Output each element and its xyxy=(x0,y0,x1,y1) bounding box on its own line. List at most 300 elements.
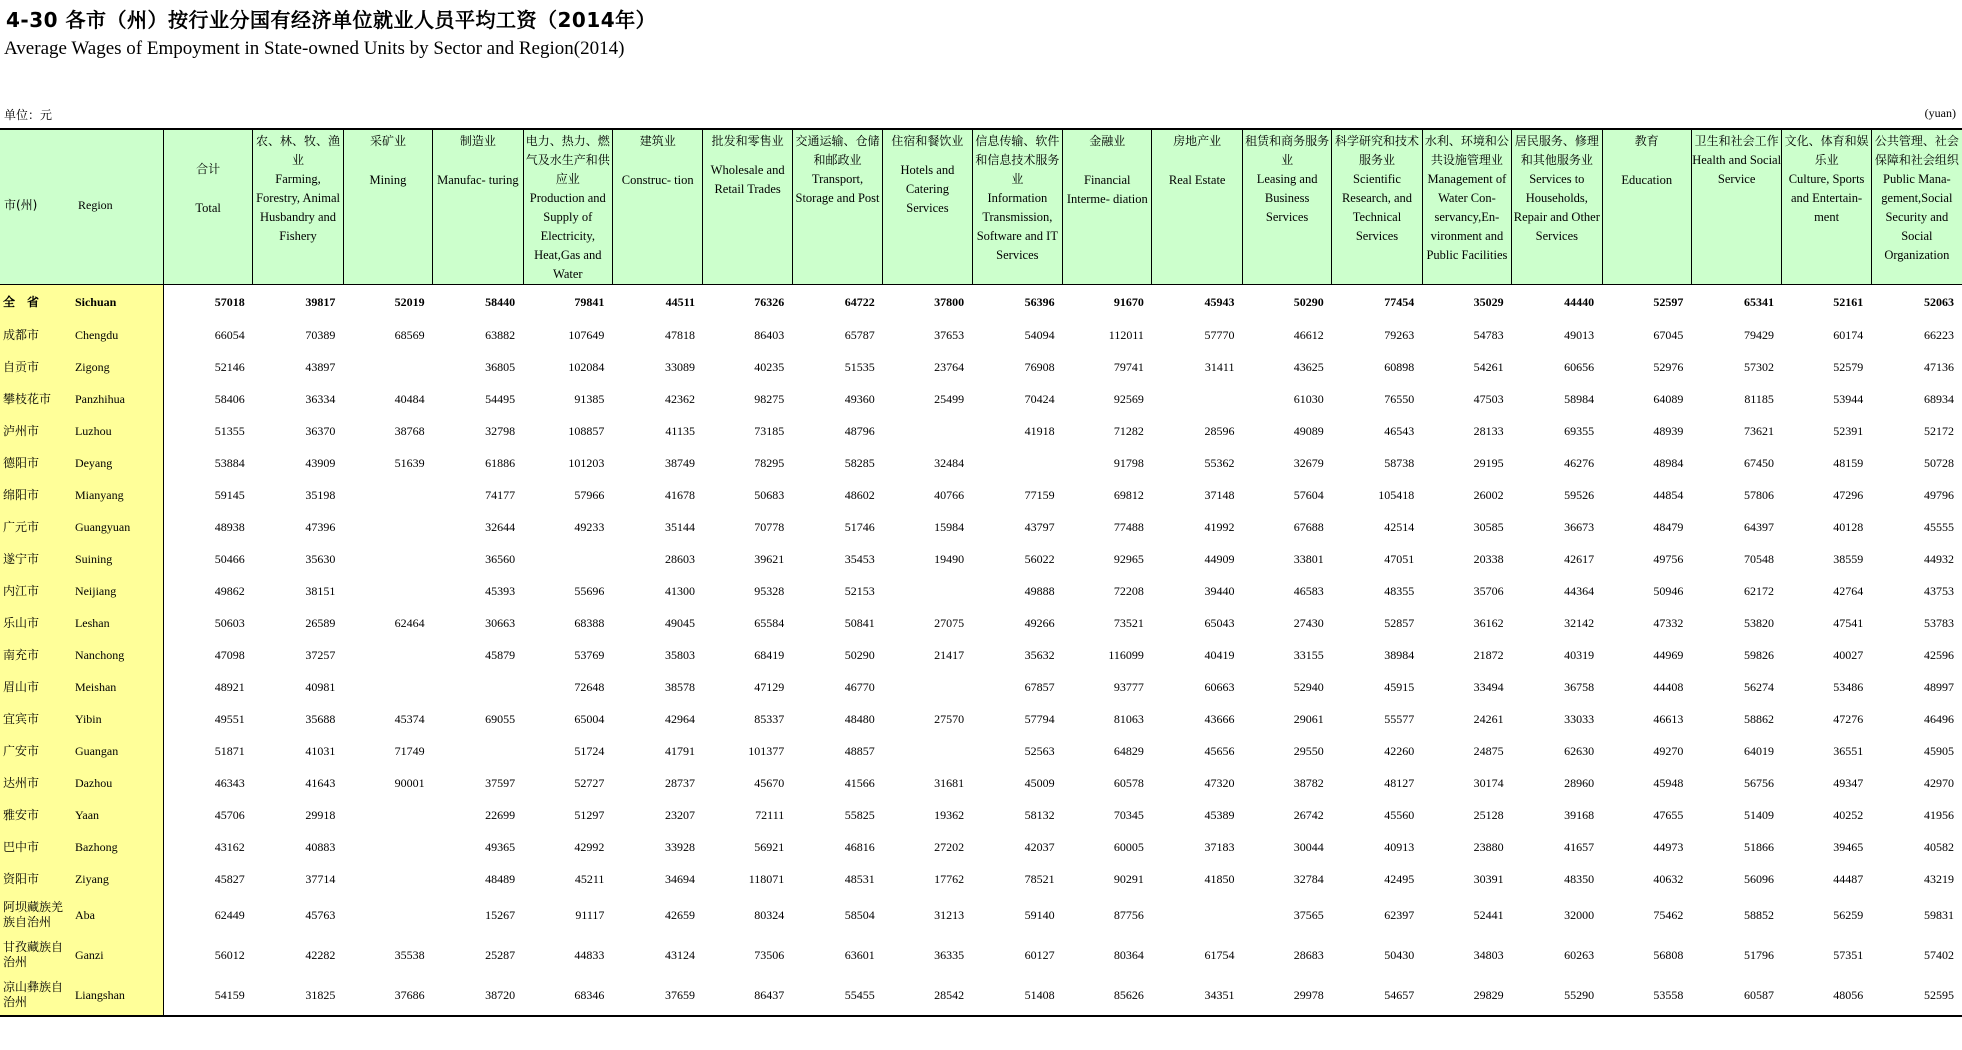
wage-cell: 41992 xyxy=(1204,519,1235,534)
column-header-en: Management of Water Con- servancy,En- vironment and Public Facilities xyxy=(1426,172,1508,262)
wage-cell: 49365 xyxy=(485,839,516,854)
region-name-cn: 泸州市 xyxy=(0,415,73,447)
wage-cell: 45943 xyxy=(1204,294,1235,309)
wage-cell: 62630 xyxy=(1564,743,1595,758)
wage-cell: 70389 xyxy=(305,327,336,342)
wage-cell: 91670 xyxy=(1113,294,1144,309)
wage-cell: 57966 xyxy=(574,487,605,502)
wage-cell: 81185 xyxy=(1744,391,1774,406)
column-header xyxy=(523,129,612,285)
region-name-cn: 巴中市 xyxy=(0,831,73,863)
wage-cell: 36560 xyxy=(485,551,516,566)
wage-cell: 46613 xyxy=(1653,711,1684,726)
wage-cell: 42596 xyxy=(1924,647,1954,662)
table-row xyxy=(0,799,1962,831)
wage-cell: 50290 xyxy=(1293,294,1324,309)
region-name-cn: 乐山市 xyxy=(0,607,73,639)
wage-cell: 27202 xyxy=(934,839,965,854)
wage-cell: 56096 xyxy=(1743,871,1774,886)
column-header-cn: 水利、环境和公共设施管理业 xyxy=(1424,134,1509,167)
wage-cell: 38749 xyxy=(664,455,695,470)
wage-cell xyxy=(343,799,432,831)
wage-cell: 26742 xyxy=(1293,807,1324,822)
column-header-cn: 住宿和餐饮业 xyxy=(891,134,964,148)
wage-cell: 101203 xyxy=(568,455,605,470)
wage-cell: 28683 xyxy=(1293,947,1324,962)
wage-cell: 73506 xyxy=(754,947,785,962)
wage-cell: 53884 xyxy=(163,447,252,479)
wage-cell: 25499 xyxy=(934,391,965,406)
wage-cell: 23207 xyxy=(664,807,695,822)
column-header xyxy=(163,129,252,285)
wage-cell: 42514 xyxy=(1384,519,1415,534)
column-header-cn: 合计 xyxy=(196,162,221,176)
wage-cell: 42617 xyxy=(1564,551,1595,566)
region-name-cn: 雅安市 xyxy=(0,799,73,831)
wage-cell: 36335 xyxy=(934,947,965,962)
wage-cell: 56012 xyxy=(163,935,252,975)
wage-cell: 68934 xyxy=(1924,391,1954,406)
wage-cell xyxy=(343,895,432,935)
wage-cell: 86403 xyxy=(754,327,785,342)
region-name-cn: 宜宾市 xyxy=(0,703,73,735)
column-header-en: Education xyxy=(1621,173,1673,187)
wage-cell: 39168 xyxy=(1564,807,1595,822)
wage-cell: 86437 xyxy=(703,975,792,1016)
wage-cell: 59140 xyxy=(1024,907,1055,922)
wage-cell: 19490 xyxy=(934,551,965,566)
wage-cell: 41135 xyxy=(665,423,695,438)
wage-cell: 58285 xyxy=(844,455,875,470)
wage-cell: 64829 xyxy=(1113,743,1144,758)
region-name-en: Yibin xyxy=(73,703,164,735)
wage-cell: 78295 xyxy=(754,455,785,470)
region-name-en: Aba xyxy=(73,895,164,935)
column-header xyxy=(343,129,432,285)
wage-cell: 57770 xyxy=(1204,327,1235,342)
wage-cell xyxy=(972,447,1063,479)
wage-cell: 71749 xyxy=(394,743,425,758)
wage-cell: 48602 xyxy=(844,487,875,502)
wage-cell: 47276 xyxy=(1833,711,1864,726)
wage-cell: 60578 xyxy=(1113,775,1144,790)
column-header xyxy=(1782,129,1871,285)
column-header-en: Production and Supply of Electricity, Heat,Gas and Water xyxy=(529,191,606,281)
wage-cell: 38782 xyxy=(1293,775,1324,790)
wage-cell: 38578 xyxy=(664,679,695,694)
column-header-en: Wholesale and Retail Trades xyxy=(710,163,785,196)
wage-cell: 36758 xyxy=(1564,679,1595,694)
column-header xyxy=(1512,129,1603,285)
table-row xyxy=(0,639,1962,671)
wage-cell: 37659 xyxy=(612,975,703,1016)
wage-cell: 40913 xyxy=(1384,839,1415,854)
wage-cell: 67045 xyxy=(1653,327,1684,342)
wage-cell: 58852 xyxy=(1743,907,1774,922)
wage-cell: 91117 xyxy=(575,907,605,922)
wage-cell: 47541 xyxy=(1833,615,1864,630)
wage-cell: 58984 xyxy=(1564,391,1595,406)
wage-cell: 15267 xyxy=(485,907,516,922)
wage-cell: 52563 xyxy=(1024,743,1055,758)
wage-cell: 55290 xyxy=(1512,975,1603,1016)
wage-cell: 59145 xyxy=(163,479,252,511)
column-header-en: Total xyxy=(195,201,221,215)
wage-cell: 44408 xyxy=(1653,679,1684,694)
wage-cell: 72111 xyxy=(755,807,785,822)
wage-cell: 112011 xyxy=(1108,327,1144,342)
wage-cell: 95328 xyxy=(754,583,785,598)
column-header-en: Manufac- turing xyxy=(437,173,519,187)
wage-cell: 51297 xyxy=(574,807,605,822)
wage-cell: 92569 xyxy=(1113,391,1144,406)
table-body xyxy=(0,285,1962,1017)
wage-cell: 67857 xyxy=(1024,679,1055,694)
wage-cell: 44854 xyxy=(1653,487,1684,502)
wage-cell: 53944 xyxy=(1833,391,1864,406)
wage-cell: 46612 xyxy=(1293,327,1324,342)
wage-cell: 43909 xyxy=(305,455,336,470)
wage-cell: 49756 xyxy=(1653,551,1684,566)
wage-cell: 35029 xyxy=(1473,294,1504,309)
wage-cell: 67688 xyxy=(1293,519,1324,534)
region-name-cn: 成都市 xyxy=(0,319,73,351)
wage-cell xyxy=(523,543,612,575)
wage-cell: 27075 xyxy=(934,615,965,630)
region-name-en: Deyang xyxy=(73,447,164,479)
wage-cell: 41566 xyxy=(844,775,875,790)
wage-cell: 49089 xyxy=(1293,423,1324,438)
table-row xyxy=(0,671,1962,703)
wage-cell: 48489 xyxy=(485,871,516,886)
wage-cell: 64089 xyxy=(1653,391,1684,406)
column-header xyxy=(703,129,792,285)
wage-cell: 36805 xyxy=(485,359,516,374)
column-header xyxy=(1691,129,1782,285)
wage-cell: 45211 xyxy=(574,871,605,886)
wage-cell: 52146 xyxy=(163,351,252,383)
wage-cell: 40252 xyxy=(1833,807,1864,822)
column-header xyxy=(1871,129,1962,285)
wage-cell: 32644 xyxy=(485,519,516,534)
wage-cell: 53820 xyxy=(1743,615,1774,630)
wage-cell xyxy=(343,479,432,511)
wage-cell: 33033 xyxy=(1564,711,1595,726)
wage-cell: 48531 xyxy=(844,871,875,886)
wage-cell: 40582 xyxy=(1924,839,1954,854)
wage-cell: 45905 xyxy=(1924,743,1954,758)
wage-cell: 41791 xyxy=(664,743,695,758)
region-name-cn: 全 省 xyxy=(0,285,73,320)
wage-cell: 65004 xyxy=(574,711,605,726)
wage-cell: 28960 xyxy=(1564,775,1595,790)
wage-cell: 28133 xyxy=(1473,423,1504,438)
table-row xyxy=(0,351,1962,383)
wage-cell: 36370 xyxy=(305,423,336,438)
wage-cell: 58862 xyxy=(1743,711,1774,726)
region-name-cn: 遂宁市 xyxy=(0,543,73,575)
wage-cell: 60263 xyxy=(1564,947,1595,962)
wage-cell: 40632 xyxy=(1653,871,1684,886)
table-row xyxy=(0,607,1962,639)
region-name-cn: 内江市 xyxy=(0,575,73,607)
wage-cell: 52153 xyxy=(844,583,875,598)
wage-cell: 46816 xyxy=(844,839,875,854)
wage-cell: 52063 xyxy=(1924,294,1954,309)
wage-cell: 57604 xyxy=(1293,487,1324,502)
region-name-cn: 达州市 xyxy=(0,767,73,799)
table-row xyxy=(0,479,1962,511)
wage-cell: 45389 xyxy=(1204,807,1235,822)
region-name-cn: 凉山彝族自治州 xyxy=(0,975,73,1016)
wage-cell: 65584 xyxy=(754,615,785,630)
wage-cell: 45670 xyxy=(754,775,785,790)
wage-cell: 48127 xyxy=(1384,775,1415,790)
wage-cell: 44440 xyxy=(1564,294,1595,309)
wage-cell: 33928 xyxy=(664,839,695,854)
wage-cell: 62449 xyxy=(163,895,252,935)
column-header-cn: 信息传输、软件和信息技术服务业 xyxy=(975,134,1060,186)
wage-cell: 35630 xyxy=(305,551,336,566)
wage-cell: 49233 xyxy=(574,519,605,534)
wage-cell: 52597 xyxy=(1653,294,1684,309)
table-title-en: Average Wages of Empoyment in State-owned Units by Sector and Region(2014) xyxy=(4,38,625,59)
wage-cell: 49796 xyxy=(1924,487,1954,502)
wage-cell: 73521 xyxy=(1113,615,1144,630)
wage-cell: 33089 xyxy=(664,359,695,374)
wage-cell: 64722 xyxy=(844,294,875,309)
wage-cell: 52019 xyxy=(394,294,425,309)
wage-cell: 35706 xyxy=(1473,583,1504,598)
wage-cell: 49551 xyxy=(163,703,252,735)
region-name-en: Luzhou xyxy=(73,415,164,447)
wage-cell: 31681 xyxy=(934,775,965,790)
wage-cell: 60174 xyxy=(1833,327,1864,342)
wage-cell: 47136 xyxy=(1924,359,1954,374)
column-header-en: Real Estate xyxy=(1168,173,1226,187)
wage-cell: 55362 xyxy=(1204,455,1235,470)
wage-cell: 47098 xyxy=(163,639,252,671)
wage-cell: 50603 xyxy=(163,607,252,639)
region-name-cn: 南充市 xyxy=(0,639,73,671)
wage-cell: 39621 xyxy=(754,551,785,566)
wage-cell: 70424 xyxy=(1024,391,1055,406)
wage-cell: 87756 xyxy=(1113,907,1144,922)
table-row xyxy=(0,511,1962,543)
wage-cell: 34803 xyxy=(1473,947,1504,962)
wage-cell: 75462 xyxy=(1653,907,1684,922)
region-name-cn: 绵阳市 xyxy=(0,479,73,511)
wage-cell: 32798 xyxy=(485,423,516,438)
wage-cell: 56756 xyxy=(1743,775,1774,790)
wage-cell: 63601 xyxy=(844,947,875,962)
wage-cell: 102084 xyxy=(568,359,605,374)
wage-cell: 48984 xyxy=(1653,455,1684,470)
wage-cell: 52579 xyxy=(1833,359,1864,374)
wage-cell: 55825 xyxy=(844,807,875,822)
table-row xyxy=(0,703,1962,735)
wage-cell: 58504 xyxy=(844,907,875,922)
wage-cell: 52391 xyxy=(1833,423,1864,438)
wage-cell xyxy=(343,671,432,703)
wage-cell: 57302 xyxy=(1743,359,1774,374)
wage-cell: 45656 xyxy=(1204,743,1235,758)
wage-cell: 51639 xyxy=(394,455,425,470)
wage-cell: 77488 xyxy=(1113,519,1144,534)
wage-cell: 29978 xyxy=(1242,975,1331,1016)
column-header-cn: 教育 xyxy=(1634,134,1659,148)
wage-cell: 42037 xyxy=(1024,839,1055,854)
wage-cell: 42260 xyxy=(1384,743,1415,758)
wage-cell: 54094 xyxy=(1024,327,1055,342)
wage-cell: 45706 xyxy=(163,799,252,831)
wage-cell: 52441 xyxy=(1473,907,1504,922)
wage-cell: 50841 xyxy=(844,615,875,630)
column-header xyxy=(433,129,524,285)
column-header-cn: 科学研究和技术服务业 xyxy=(1335,134,1420,167)
column-header xyxy=(1152,129,1243,285)
wage-cell: 37597 xyxy=(485,775,516,790)
region-name-en: Zigong xyxy=(73,351,164,383)
wage-cell: 45879 xyxy=(485,647,516,662)
wage-cell: 30391 xyxy=(1473,871,1504,886)
wage-cell: 34694 xyxy=(664,871,695,886)
wage-cell: 64019 xyxy=(1743,743,1774,758)
wage-cell: 60127 xyxy=(1024,947,1055,962)
wage-cell: 101377 xyxy=(748,743,785,758)
wage-cell: 42992 xyxy=(574,839,605,854)
wage-cell: 27430 xyxy=(1293,615,1324,630)
wage-cell: 55455 xyxy=(792,975,883,1016)
wage-cell: 76326 xyxy=(754,294,785,309)
wage-cell: 48355 xyxy=(1384,583,1415,598)
wage-cell: 45009 xyxy=(1024,775,1055,790)
wage-cell: 45555 xyxy=(1924,519,1954,534)
column-header-cn: 采矿业 xyxy=(369,134,406,148)
region-name-cn: 阿坝藏族羌族自治州 xyxy=(0,895,73,935)
wage-cell: 91385 xyxy=(574,391,605,406)
wage-cell: 40319 xyxy=(1564,647,1595,662)
wage-cell: 44511 xyxy=(665,294,695,309)
column-header-en: Culture, Sports and Entertain- ment xyxy=(1788,172,1865,224)
wage-cell: 30044 xyxy=(1293,839,1324,854)
wage-cell: 44969 xyxy=(1653,647,1684,662)
table-title-cn: 4-30 各市（州）按行业分国有经济单位就业人员平均工资（2014年） xyxy=(6,8,657,32)
wage-cell: 77454 xyxy=(1384,294,1415,309)
wage-cell: 61030 xyxy=(1293,391,1324,406)
wage-cell: 35688 xyxy=(305,711,336,726)
column-header xyxy=(1422,129,1511,285)
wage-cell: 48939 xyxy=(1653,423,1684,438)
wage-cell: 49862 xyxy=(163,575,252,607)
wage-cell: 57806 xyxy=(1743,487,1774,502)
wage-cell: 43897 xyxy=(305,359,336,374)
wage-cell: 47396 xyxy=(305,519,336,534)
wage-cell: 37257 xyxy=(305,647,336,662)
column-header-cn: 电力、热力、燃气及水生产和供应业 xyxy=(525,134,610,186)
wage-cell: 36551 xyxy=(1833,743,1864,758)
wage-cell: 48159 xyxy=(1833,455,1864,470)
column-header-cn: 农、林、牧、渔业 xyxy=(256,134,341,167)
wage-cell: 31825 xyxy=(253,975,344,1016)
wage-cell: 55577 xyxy=(1384,711,1415,726)
wage-cell: 107649 xyxy=(568,327,605,342)
column-header-en: Scientific Research, and Technical Services xyxy=(1341,172,1413,243)
wage-cell: 45374 xyxy=(394,711,425,726)
wage-cell: 47320 xyxy=(1204,775,1235,790)
column-header xyxy=(1602,129,1691,285)
wage-cell: 38151 xyxy=(305,583,336,598)
wage-cell: 69355 xyxy=(1564,423,1595,438)
region-name-en: Ziyang xyxy=(73,863,164,895)
wage-cell: 58440 xyxy=(485,294,516,309)
wage-cell: 36334 xyxy=(305,391,336,406)
column-header-cn: 批发和零售业 xyxy=(711,134,784,148)
wage-cell xyxy=(343,351,432,383)
column-header-en: Public Mana- gement,Social Security and Social Organization xyxy=(1881,172,1953,262)
wage-cell: 76550 xyxy=(1384,391,1415,406)
wage-cell: 32679 xyxy=(1293,455,1324,470)
wage-cell xyxy=(343,511,432,543)
column-header xyxy=(1332,129,1423,285)
wage-cell: 43124 xyxy=(664,947,695,962)
wage-cell: 32784 xyxy=(1293,871,1324,886)
wage-cell: 44909 xyxy=(1204,551,1235,566)
wage-cell: 45948 xyxy=(1653,775,1684,790)
wage-cell: 25287 xyxy=(485,947,516,962)
wage-cell: 69055 xyxy=(485,711,516,726)
wage-cell: 58132 xyxy=(1024,807,1055,822)
wage-cell: 105418 xyxy=(1378,487,1415,502)
region-name-cn: 广安市 xyxy=(0,735,73,767)
wage-cell: 56921 xyxy=(754,839,785,854)
wage-cell: 36673 xyxy=(1564,519,1595,534)
wage-cell: 49360 xyxy=(844,391,875,406)
wage-cell: 54159 xyxy=(163,975,252,1016)
wage-cell xyxy=(343,831,432,863)
wage-cell xyxy=(433,735,524,767)
wage-cell: 65787 xyxy=(844,327,875,342)
wage-cell: 45915 xyxy=(1384,679,1415,694)
wage-cell: 40027 xyxy=(1833,647,1864,662)
wage-cell: 68346 xyxy=(523,975,612,1016)
wage-cell: 32000 xyxy=(1564,907,1595,922)
wage-cell: 70548 xyxy=(1743,551,1774,566)
wage-cell: 31213 xyxy=(934,907,965,922)
wage-cell: 28542 xyxy=(883,975,972,1016)
region-name-cn: 资阳市 xyxy=(0,863,73,895)
wage-cell xyxy=(883,671,972,703)
wage-cell: 67450 xyxy=(1743,455,1774,470)
wage-cell: 47503 xyxy=(1473,391,1504,406)
wage-cell: 35538 xyxy=(394,947,425,962)
wage-cell: 48857 xyxy=(844,743,875,758)
wage-cell: 45763 xyxy=(305,907,336,922)
wage-cell: 40766 xyxy=(934,487,965,502)
region-name-cn: 攀枝花市 xyxy=(0,383,73,415)
wage-cell: 53486 xyxy=(1833,679,1864,694)
wage-cell: 29918 xyxy=(305,807,336,822)
wage-cell: 41850 xyxy=(1204,871,1235,886)
unit-label-en: (yuan) xyxy=(1924,106,1956,120)
column-header-cn: 建筑业 xyxy=(639,134,676,148)
wage-cell: 48997 xyxy=(1924,679,1954,694)
column-header xyxy=(612,129,703,285)
wage-cell: 71282 xyxy=(1113,423,1144,438)
wage-cell: 90001 xyxy=(394,775,425,790)
region-name-cn: 眉山市 xyxy=(0,671,73,703)
wage-cell: 41657 xyxy=(1564,839,1595,854)
